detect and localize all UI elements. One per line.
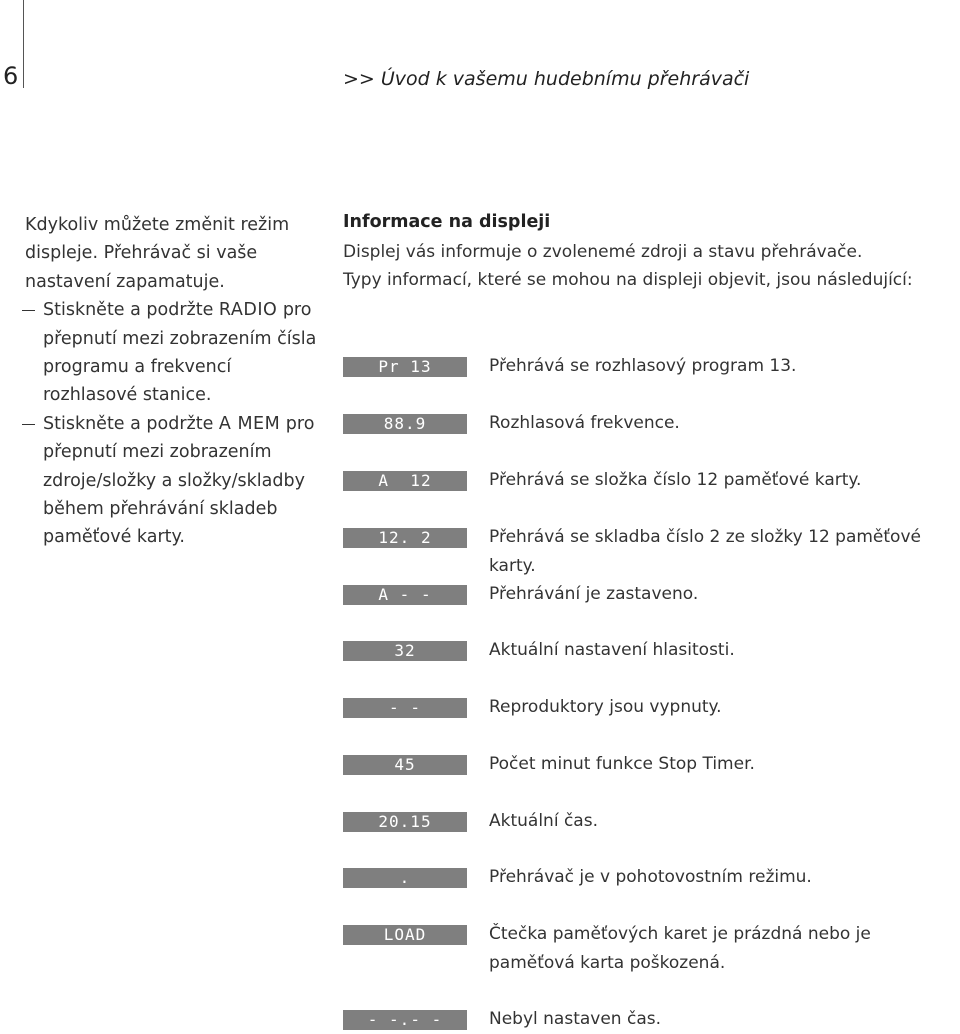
- section-description: Typy informací, které se mohou na displeji objevit, jsou následující:: [343, 270, 913, 290]
- margin-rule: [23, 0, 24, 88]
- display-indicator: - -.- -: [343, 1010, 467, 1030]
- display-description: Reproduktory jsou vypnuty.: [489, 697, 722, 717]
- display-description: Přehrává se skladba číslo 2 ze složky 12 paměťové karty.: [489, 527, 921, 576]
- page-header: >> Úvod k vašemu hudebnímu přehrávači: [343, 68, 750, 90]
- section-title: Informace na displeji: [343, 212, 551, 232]
- section-description: Displej vás informuje o zvolenemé zdroji a stavu přehrávače.: [343, 242, 863, 262]
- display-indicator: 88.9: [343, 414, 467, 434]
- display-description: Přehrávač je v pohotovostním režimu.: [489, 867, 812, 887]
- intro-text: Kdykoliv můžete změnit režim displeje. Přehrávač si vaše nastavení zapamatuje.: [25, 215, 290, 292]
- display-indicator: A - -: [343, 585, 467, 605]
- instruction-text: pro přepnutí mezi zobrazením zdroje/složky a složky/skladby během přehrávání skladeb paměťové karty.: [43, 413, 315, 548]
- key-label-radio: RADIO: [218, 300, 278, 321]
- instruction-text: pro přepnutí mezi zobrazením čísla programu a frekvencí rozhlasové stanice.: [43, 300, 317, 406]
- key-label-amem: A MEM: [218, 413, 281, 434]
- instruction-list: [25, 296, 325, 552]
- display-description: Čtečka paměťových karet je prázdná nebo je paměťová karta poškozená.: [489, 924, 871, 973]
- instruction-item-amem: [25, 410, 325, 552]
- display-description: Nebyl nastaven čas.: [489, 1009, 662, 1029]
- display-indicator: .: [343, 868, 467, 888]
- display-description: Rozhlasová frekvence.: [489, 413, 680, 433]
- display-indicator: - -: [343, 698, 467, 718]
- instruction-item-radio: [25, 296, 325, 410]
- display-indicator: 12. 2: [343, 528, 467, 548]
- display-indicator: Pr 13: [343, 357, 467, 377]
- display-description: Přehrává se rozhlasový program 13.: [489, 356, 797, 376]
- display-description: Aktuální nastavení hlasitosti.: [489, 640, 735, 660]
- display-indicator: LOAD: [343, 925, 467, 945]
- instruction-text: Stiskněte a podržte: [43, 300, 219, 321]
- display-indicator: 32: [343, 641, 467, 661]
- display-description: Přehrávání je zastaveno.: [489, 584, 699, 604]
- instruction-text: Stiskněte a podržte: [43, 413, 219, 434]
- left-column: [25, 211, 325, 552]
- display-description: Přehrává se složka číslo 12 paměťové karty.: [489, 470, 862, 490]
- display-description: Počet minut funkce Stop Timer.: [489, 754, 755, 774]
- display-indicator: A 12: [343, 471, 467, 491]
- display-indicator: 45: [343, 755, 467, 775]
- display-description: Aktuální čas.: [489, 811, 598, 831]
- display-indicator: 20.15: [343, 812, 467, 832]
- page-number: 6: [3, 62, 19, 90]
